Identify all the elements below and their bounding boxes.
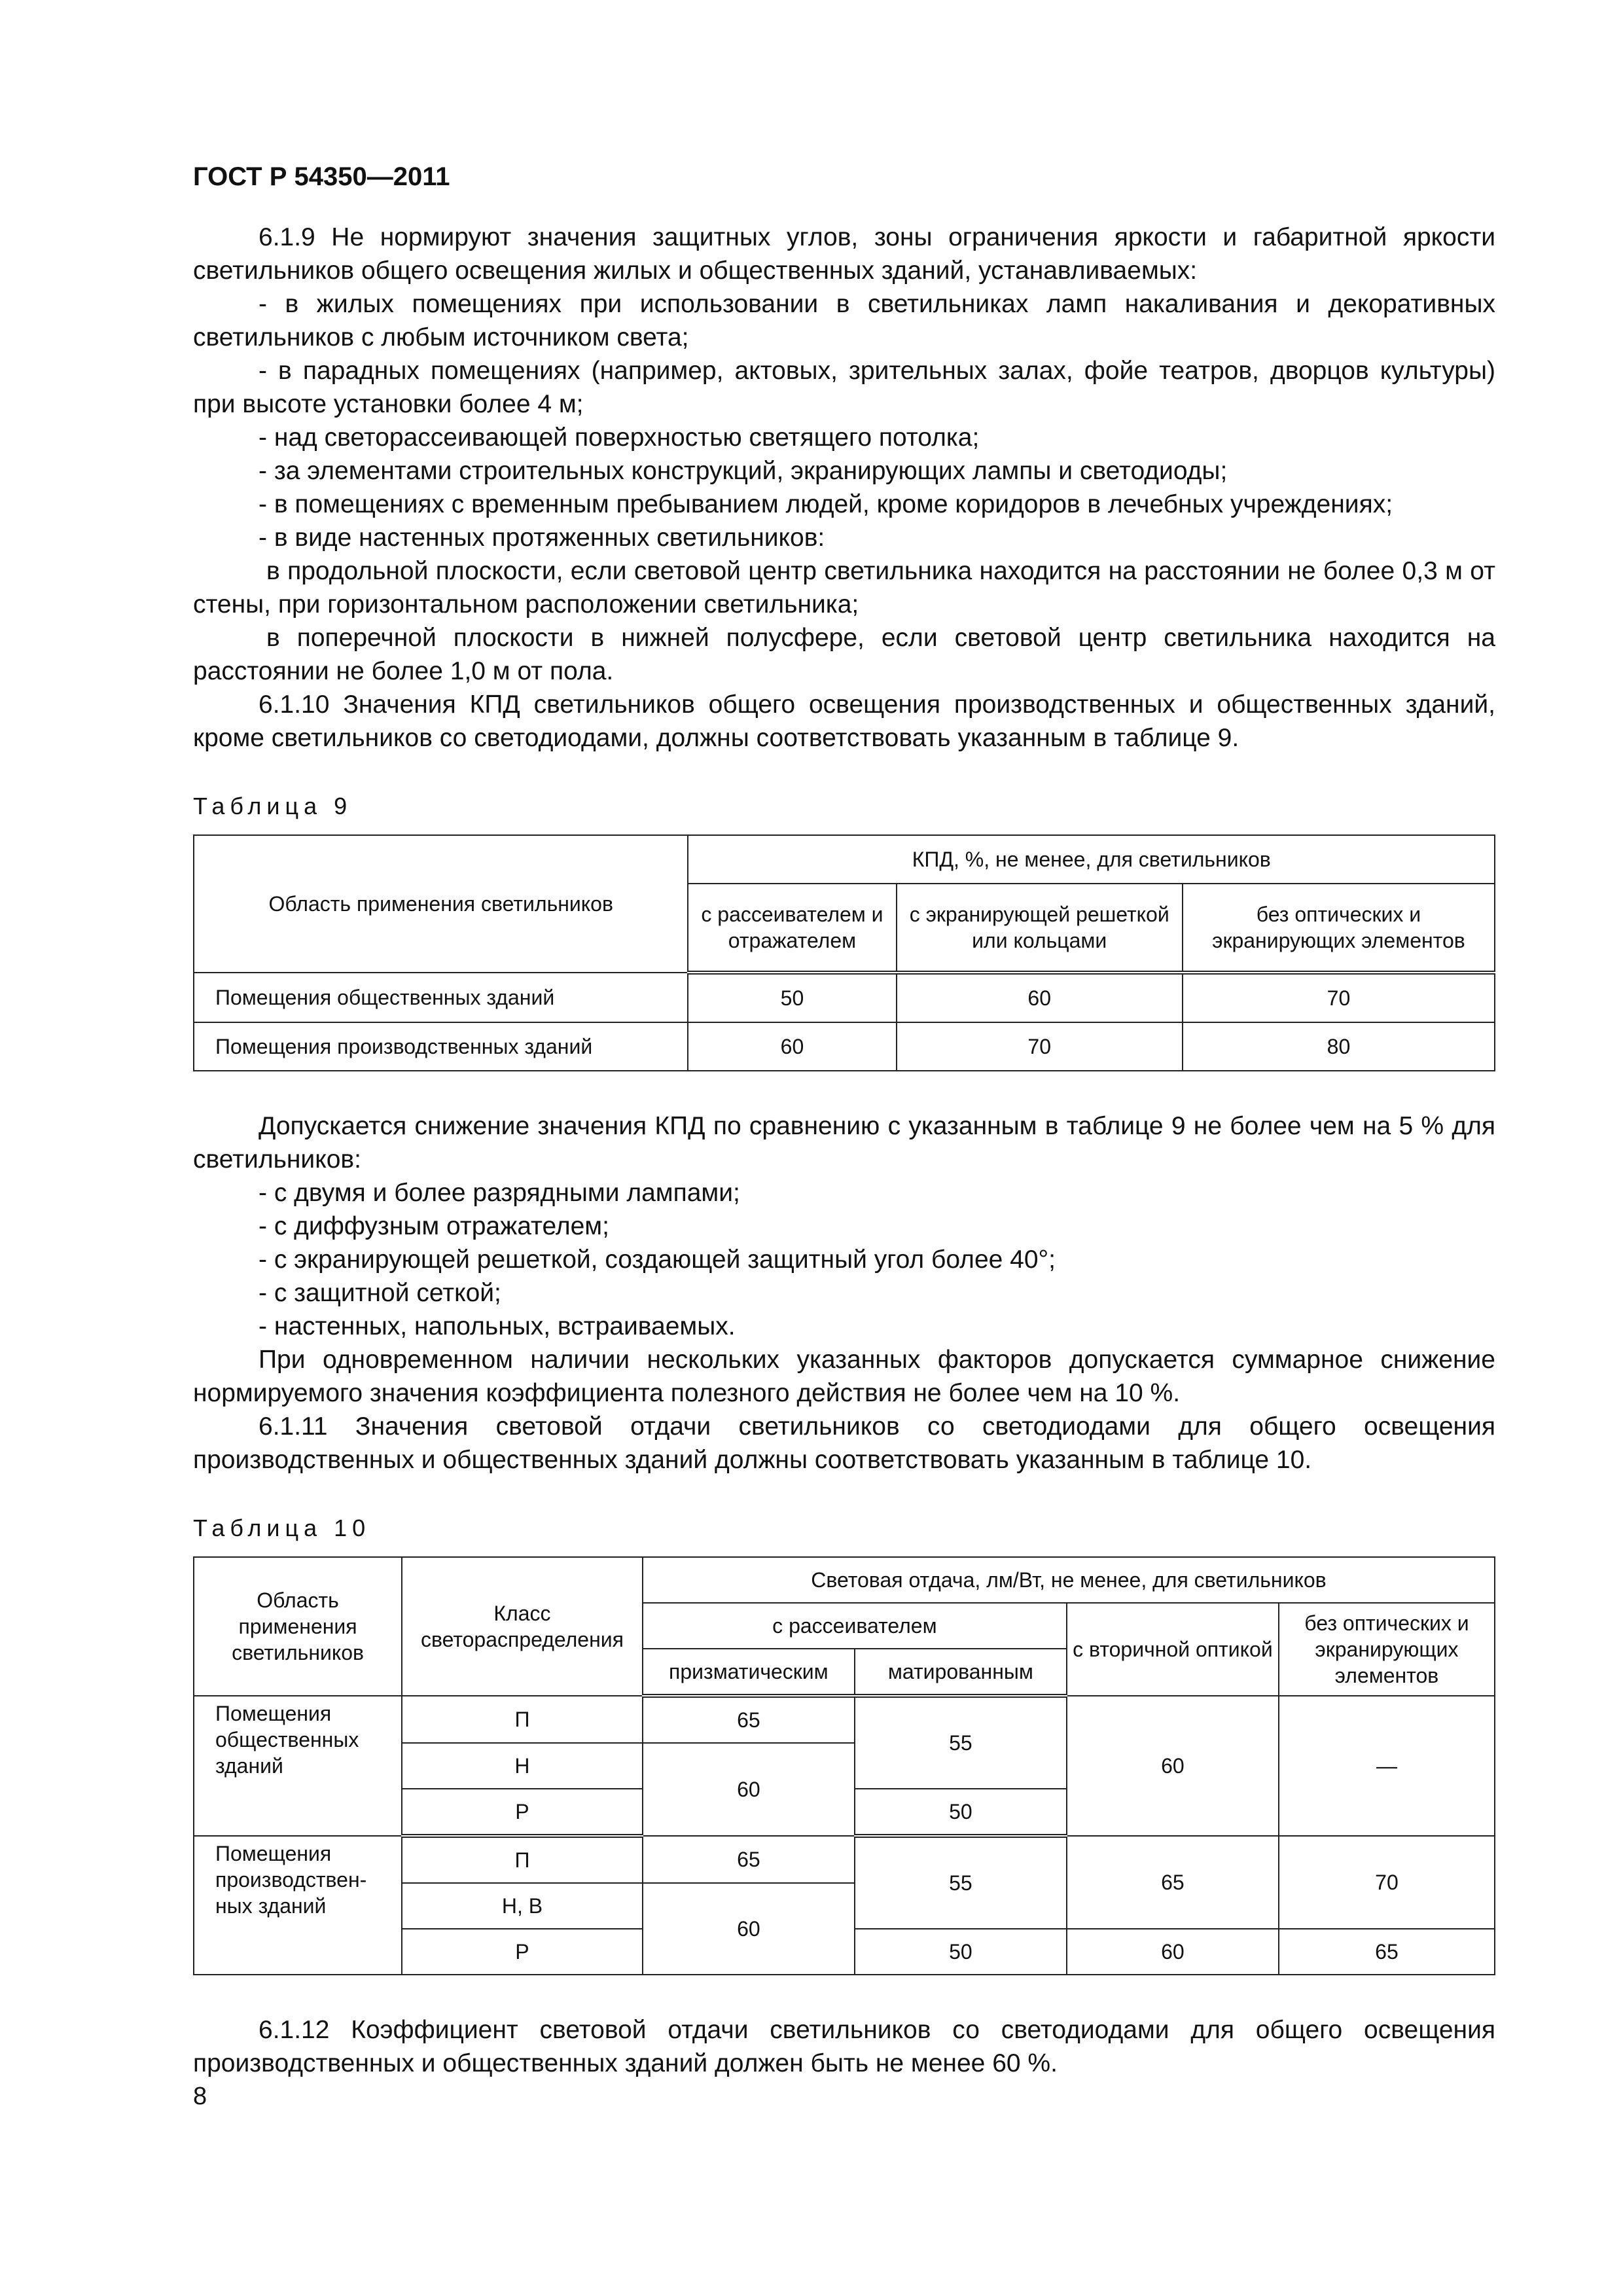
table-row xyxy=(194,1696,1495,1743)
table-cell: 60 xyxy=(688,1022,896,1071)
table-cell: Н xyxy=(402,1743,643,1789)
document-header: ГОСТ Р 54350—2011 xyxy=(193,162,450,191)
paragraph: При одновременном наличии нескольких указанных факторов допускается суммарное снижение нормируемого значения коэффициента полезного действия не более чем на 10 %. xyxy=(193,1346,1495,1407)
table-cell: 80 xyxy=(1183,1022,1495,1071)
sub-item: в продольной плоскости, если световой центр светильника находится на расстоянии не более 0,3 м от стены, при горизонтальном расположении светильника; xyxy=(193,557,1495,619)
table-header-prism: призматическим xyxy=(643,1649,855,1696)
table-cell: — xyxy=(1279,1696,1495,1836)
table-cell: Помещения общественных зданий xyxy=(194,973,688,1022)
document-page xyxy=(193,162,1495,2080)
table-header-none: без оптических и экранирующих элементов xyxy=(1279,1603,1495,1696)
table-cell: 65 xyxy=(1279,1929,1495,1975)
paragraph-6-1-9: 6.1.9 Не нормируют значения защитных углов, зоны ограничения яркости и габаритной яркости светильников общего освещения жилых и общественных зданий, устанавливаемых: xyxy=(193,223,1495,285)
table-header-area: Область применения светильников xyxy=(194,835,688,973)
table-cell: П xyxy=(402,1836,643,1883)
table-cell: 60 xyxy=(643,1743,855,1836)
list-item: - с диффузным отражателем; xyxy=(259,1212,609,1240)
table-cell: 50 xyxy=(855,1929,1067,1975)
table-9 xyxy=(193,834,1495,1071)
table-cell: Р xyxy=(402,1789,643,1836)
table-cell-area: Помещения производствен-ных зданий xyxy=(194,1836,402,1975)
table-cell: 50 xyxy=(688,973,896,1022)
list-item: - в парадных помещениях (например, актовых, зрительных залах, фойе театров, дворцов культуры) при высоте установки более 4 м; xyxy=(193,357,1495,418)
table-10-caption: Таблица 10 xyxy=(193,1515,371,1541)
list-item: - с двумя и более разрядными лампами; xyxy=(259,1179,740,1207)
table-cell: 65 xyxy=(1067,1836,1279,1929)
table-row xyxy=(194,973,1495,1022)
list-item: - с экранирующей решеткой, создающей защитный угол более 40°; xyxy=(259,1246,1056,1274)
table-cell: 70 xyxy=(1279,1836,1495,1929)
table-header-matte: матированным xyxy=(855,1649,1067,1696)
list-item: - в виде настенных протяженных светильников: xyxy=(259,524,825,552)
table-cell: П xyxy=(402,1696,643,1743)
table-header-group: КПД, %, не менее, для светильников xyxy=(688,835,1495,884)
table-row xyxy=(194,1022,1495,1071)
list-item: - за элементами строительных конструкций, экранирующих лампы и светодиоды; xyxy=(259,457,1228,485)
table-header-col: с экранирующей решеткой или кольцами xyxy=(897,884,1183,973)
table-cell: 55 xyxy=(855,1836,1067,1929)
list-item: - в жилых помещениях при использовании в светильниках ламп накаливания и декоративных светильников с любым источником света; xyxy=(193,290,1495,351)
list-item: - настенных, напольных, встраиваемых. xyxy=(259,1312,736,1340)
table-cell: 60 xyxy=(897,973,1183,1022)
table-cell: Р xyxy=(402,1929,643,1975)
table-cell: 70 xyxy=(897,1022,1183,1071)
table-header-col: с рассеивателем и отражателем xyxy=(688,884,896,973)
table-cell: 70 xyxy=(1183,973,1495,1022)
table-cell-area: Помещения общественных зданий xyxy=(194,1696,402,1836)
list-item: - с защитной сеткой; xyxy=(259,1279,501,1307)
paragraph-6-1-10: 6.1.10 Значения КПД светильников общего освещения производственных и общественных зданий, кроме светильников со светодиодами, должны соответствовать указанным в таблице 9. xyxy=(193,691,1495,752)
table-cell: Помещения производственных зданий xyxy=(194,1022,688,1071)
table-cell: 50 xyxy=(855,1789,1067,1836)
table-cell: 60 xyxy=(643,1883,855,1975)
list-item: - над светорассеивающей поверхностью светящего потолка; xyxy=(259,423,980,452)
paragraph-6-1-11: 6.1.11 Значения световой отдачи светильников со светодиодами для общего освещения производственных и общественных зданий должны соответствовать указанным в таблице 10. xyxy=(193,1412,1495,1474)
table-cell: 55 xyxy=(855,1696,1067,1789)
table-header-secondary: с вторичной оптикой xyxy=(1067,1603,1279,1696)
table-header-group: Световая отдача, лм/Вт, не менее, для светильников xyxy=(643,1557,1495,1603)
table-row xyxy=(194,1836,1495,1883)
sub-item: в поперечной плоскости в нижней полусфере, если световой центр светильника находится на расстоянии не более 1,0 м от пола. xyxy=(193,624,1495,685)
table-cell: 65 xyxy=(643,1836,855,1883)
table-10 xyxy=(193,1556,1495,1975)
paragraph: Допускается снижение значения КПД по сравнению с указанным в таблице 9 не более чем на 5 % для светильников: xyxy=(193,1112,1495,1174)
table-cell: 60 xyxy=(1067,1929,1279,1975)
list-item: - в помещениях с временным пребыванием людей, кроме коридоров в лечебных учреждениях; xyxy=(259,490,1393,518)
table-cell: 65 xyxy=(643,1696,855,1743)
paragraph-6-1-12: 6.1.12 Коэффициент световой отдачи светильников со светодиодами для общего освещения производственных и общественных зданий должен быть не менее 60 %. xyxy=(193,2016,1495,2077)
table-cell: Н, В xyxy=(402,1883,643,1929)
table-header-class: Класс светораспределения xyxy=(402,1557,643,1696)
page-number: 8 xyxy=(193,2083,207,2110)
table-9-caption: Таблица 9 xyxy=(193,793,353,819)
table-header-col: без оптических и экранирующих элементов xyxy=(1183,884,1495,973)
table-cell: 60 xyxy=(1067,1696,1279,1836)
table-header-diffuser: с рассеивателем xyxy=(643,1603,1067,1649)
table-header-area: Область применения светильников xyxy=(194,1557,402,1696)
